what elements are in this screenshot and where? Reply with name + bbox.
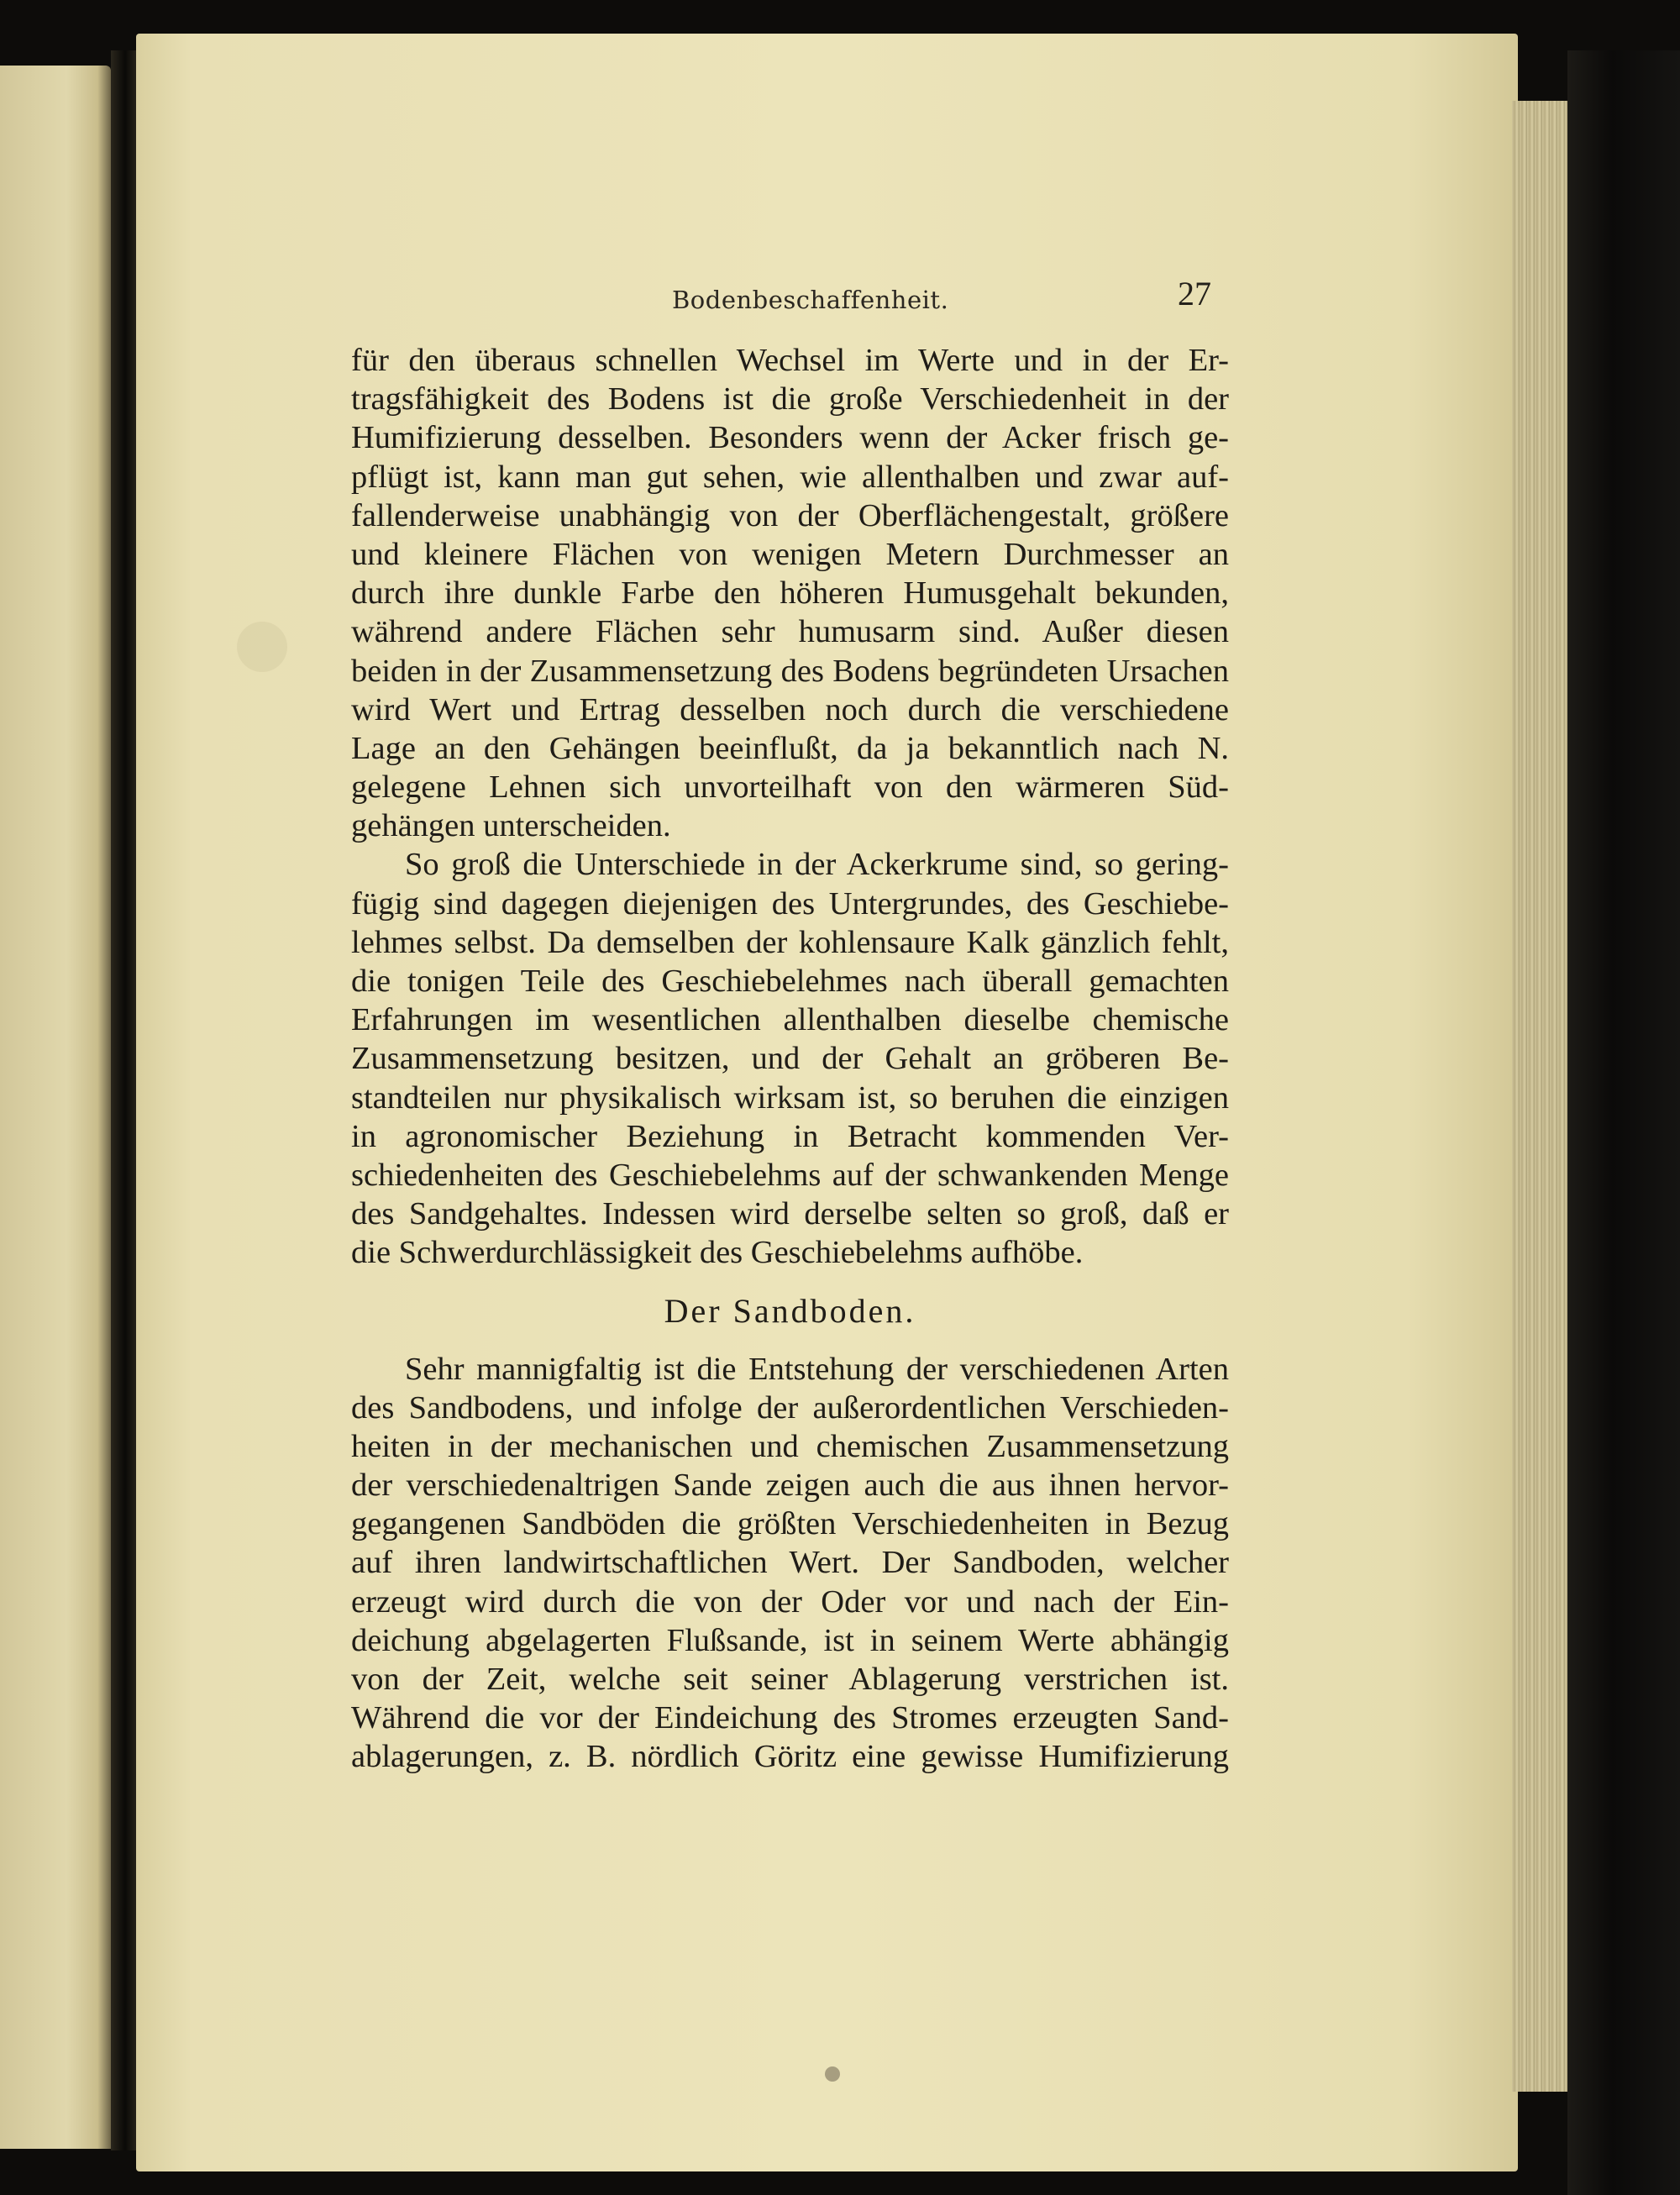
page-header: [353, 274, 1226, 324]
text-line: die Schwerdurchlässigkeit des Geschiebelehms aufhöbe.: [351, 1235, 1084, 1271]
stacked-page-edges: [1512, 101, 1569, 2092]
paragraph-3: [351, 1350, 1229, 1777]
paragraph-1: [351, 341, 1229, 845]
section-heading: Der Sandboden.: [664, 1291, 916, 1330]
left-page-edge: [0, 66, 111, 2149]
text-line: schiedenheiten des Geschiebelehms auf der schwankenden Menge: [351, 1157, 1229, 1193]
text-line: Humifizierung desselben. Besonders wenn der Acker frisch ge-: [351, 420, 1229, 456]
text-line: und kleinere Flächen von wenigen Metern Durchmesser an: [351, 536, 1229, 572]
paper-speck: [825, 2066, 840, 2082]
text-line: Sehr mannigfaltig ist die Entstehung der verschiedenen Arten: [405, 1351, 1229, 1387]
text-line: lehmes selbst. Da demselben der kohlensaure Kalk gänzlich fehlt,: [351, 924, 1229, 960]
text-line: gehängen unterscheiden.: [351, 808, 671, 844]
book-gutter: [111, 50, 139, 2150]
text-line: Lage an den Gehängen beeinflußt, da ja bekanntlich nach N.: [351, 730, 1229, 766]
text-line: fügig sind dagegen diejenigen des Untergrundes, des Geschiebe-: [351, 885, 1229, 922]
text-line: auf ihren landwirtschaftlichen Wert. Der Sandboden, welcher: [351, 1545, 1229, 1581]
text-line: in agronomischer Beziehung in Betracht kommenden Ver-: [351, 1118, 1229, 1154]
text-line: durch ihre dunkle Farbe den höheren Humusgehalt bekunden,: [351, 575, 1229, 612]
text-line: gegangenen Sandböden die größten Verschiedenheiten in Bezug: [351, 1506, 1229, 1542]
text-line: beiden in der Zusammensetzung des Bodens begründeten Ursachen: [351, 653, 1229, 689]
text-line: Zusammensetzung besitzen, und der Gehalt an gröberen Be-: [351, 1041, 1229, 1077]
text-line: tragsfähigkeit des Bodens ist die große Verschiedenheit in der: [351, 381, 1229, 417]
text-line: der verschiedenaltrigen Sande zeigen auch die aus ihnen hervor-: [351, 1468, 1229, 1504]
text-line: während andere Flächen sehr humusarm sind. Außer diesen: [351, 614, 1229, 650]
text-line: standteilen nur physikalisch wirksam ist, so beruhen die einzigen: [351, 1079, 1229, 1116]
text-line: gelegene Lehnen sich unvorteilhaft von den wärmeren Süd-: [351, 769, 1229, 806]
text-line: Während die vor der Eindeichung des Stromes erzeugten Sand-: [351, 1700, 1229, 1736]
page-number: 27: [1178, 275, 1211, 312]
text-line: des Sandgehaltes. Indessen wird derselbe selten so groß, daß er: [351, 1196, 1229, 1232]
text-line: erzeugt wird durch die von der Oder vor und nach der Ein-: [351, 1583, 1229, 1620]
text-line: fallenderweise unabhängig von der Oberflächengestalt, größere: [351, 497, 1229, 533]
book-cover-edge: [1567, 50, 1680, 2195]
paragraph-2: [351, 845, 1229, 1272]
body-text: [351, 341, 1229, 1777]
text-line: von der Zeit, welche seit seiner Ablagerung verstrichen ist.: [351, 1662, 1229, 1697]
text-line: pflügt ist, kann man gut sehen, wie allenthalben und zwar auf-: [351, 459, 1229, 495]
text-line: die tonigen Teile des Geschiebelehmes nach überall gemachten: [351, 964, 1229, 999]
text-line: deichung abgelagerten Flußsande, ist in seinem Werte abhängig: [351, 1622, 1229, 1658]
text-line: wird Wert und Ertrag desselben noch durch die verschiedene: [351, 691, 1229, 727]
text-line: So groß die Unterschiede in der Ackerkrume sind, so gering-: [405, 847, 1229, 883]
text-line: des Sandbodens, und infolge der außerordentlichen Verschieden-: [351, 1389, 1229, 1426]
paper-stain: [237, 622, 287, 672]
text-line: Erfahrungen im wesentlichen allenthalben dieselbe chemische: [351, 1002, 1229, 1038]
text-line: ablagerungen, z. B. nördlich Göritz eine gewisse Humifizierung: [351, 1739, 1229, 1775]
running-head: Bodenbeschaffenheit.: [672, 286, 949, 314]
text-line: für den überaus schnellen Wechsel im Werte und in der Er-: [351, 343, 1229, 378]
text-line: heiten in der mechanischen und chemischen Zusammensetzung: [351, 1428, 1229, 1464]
